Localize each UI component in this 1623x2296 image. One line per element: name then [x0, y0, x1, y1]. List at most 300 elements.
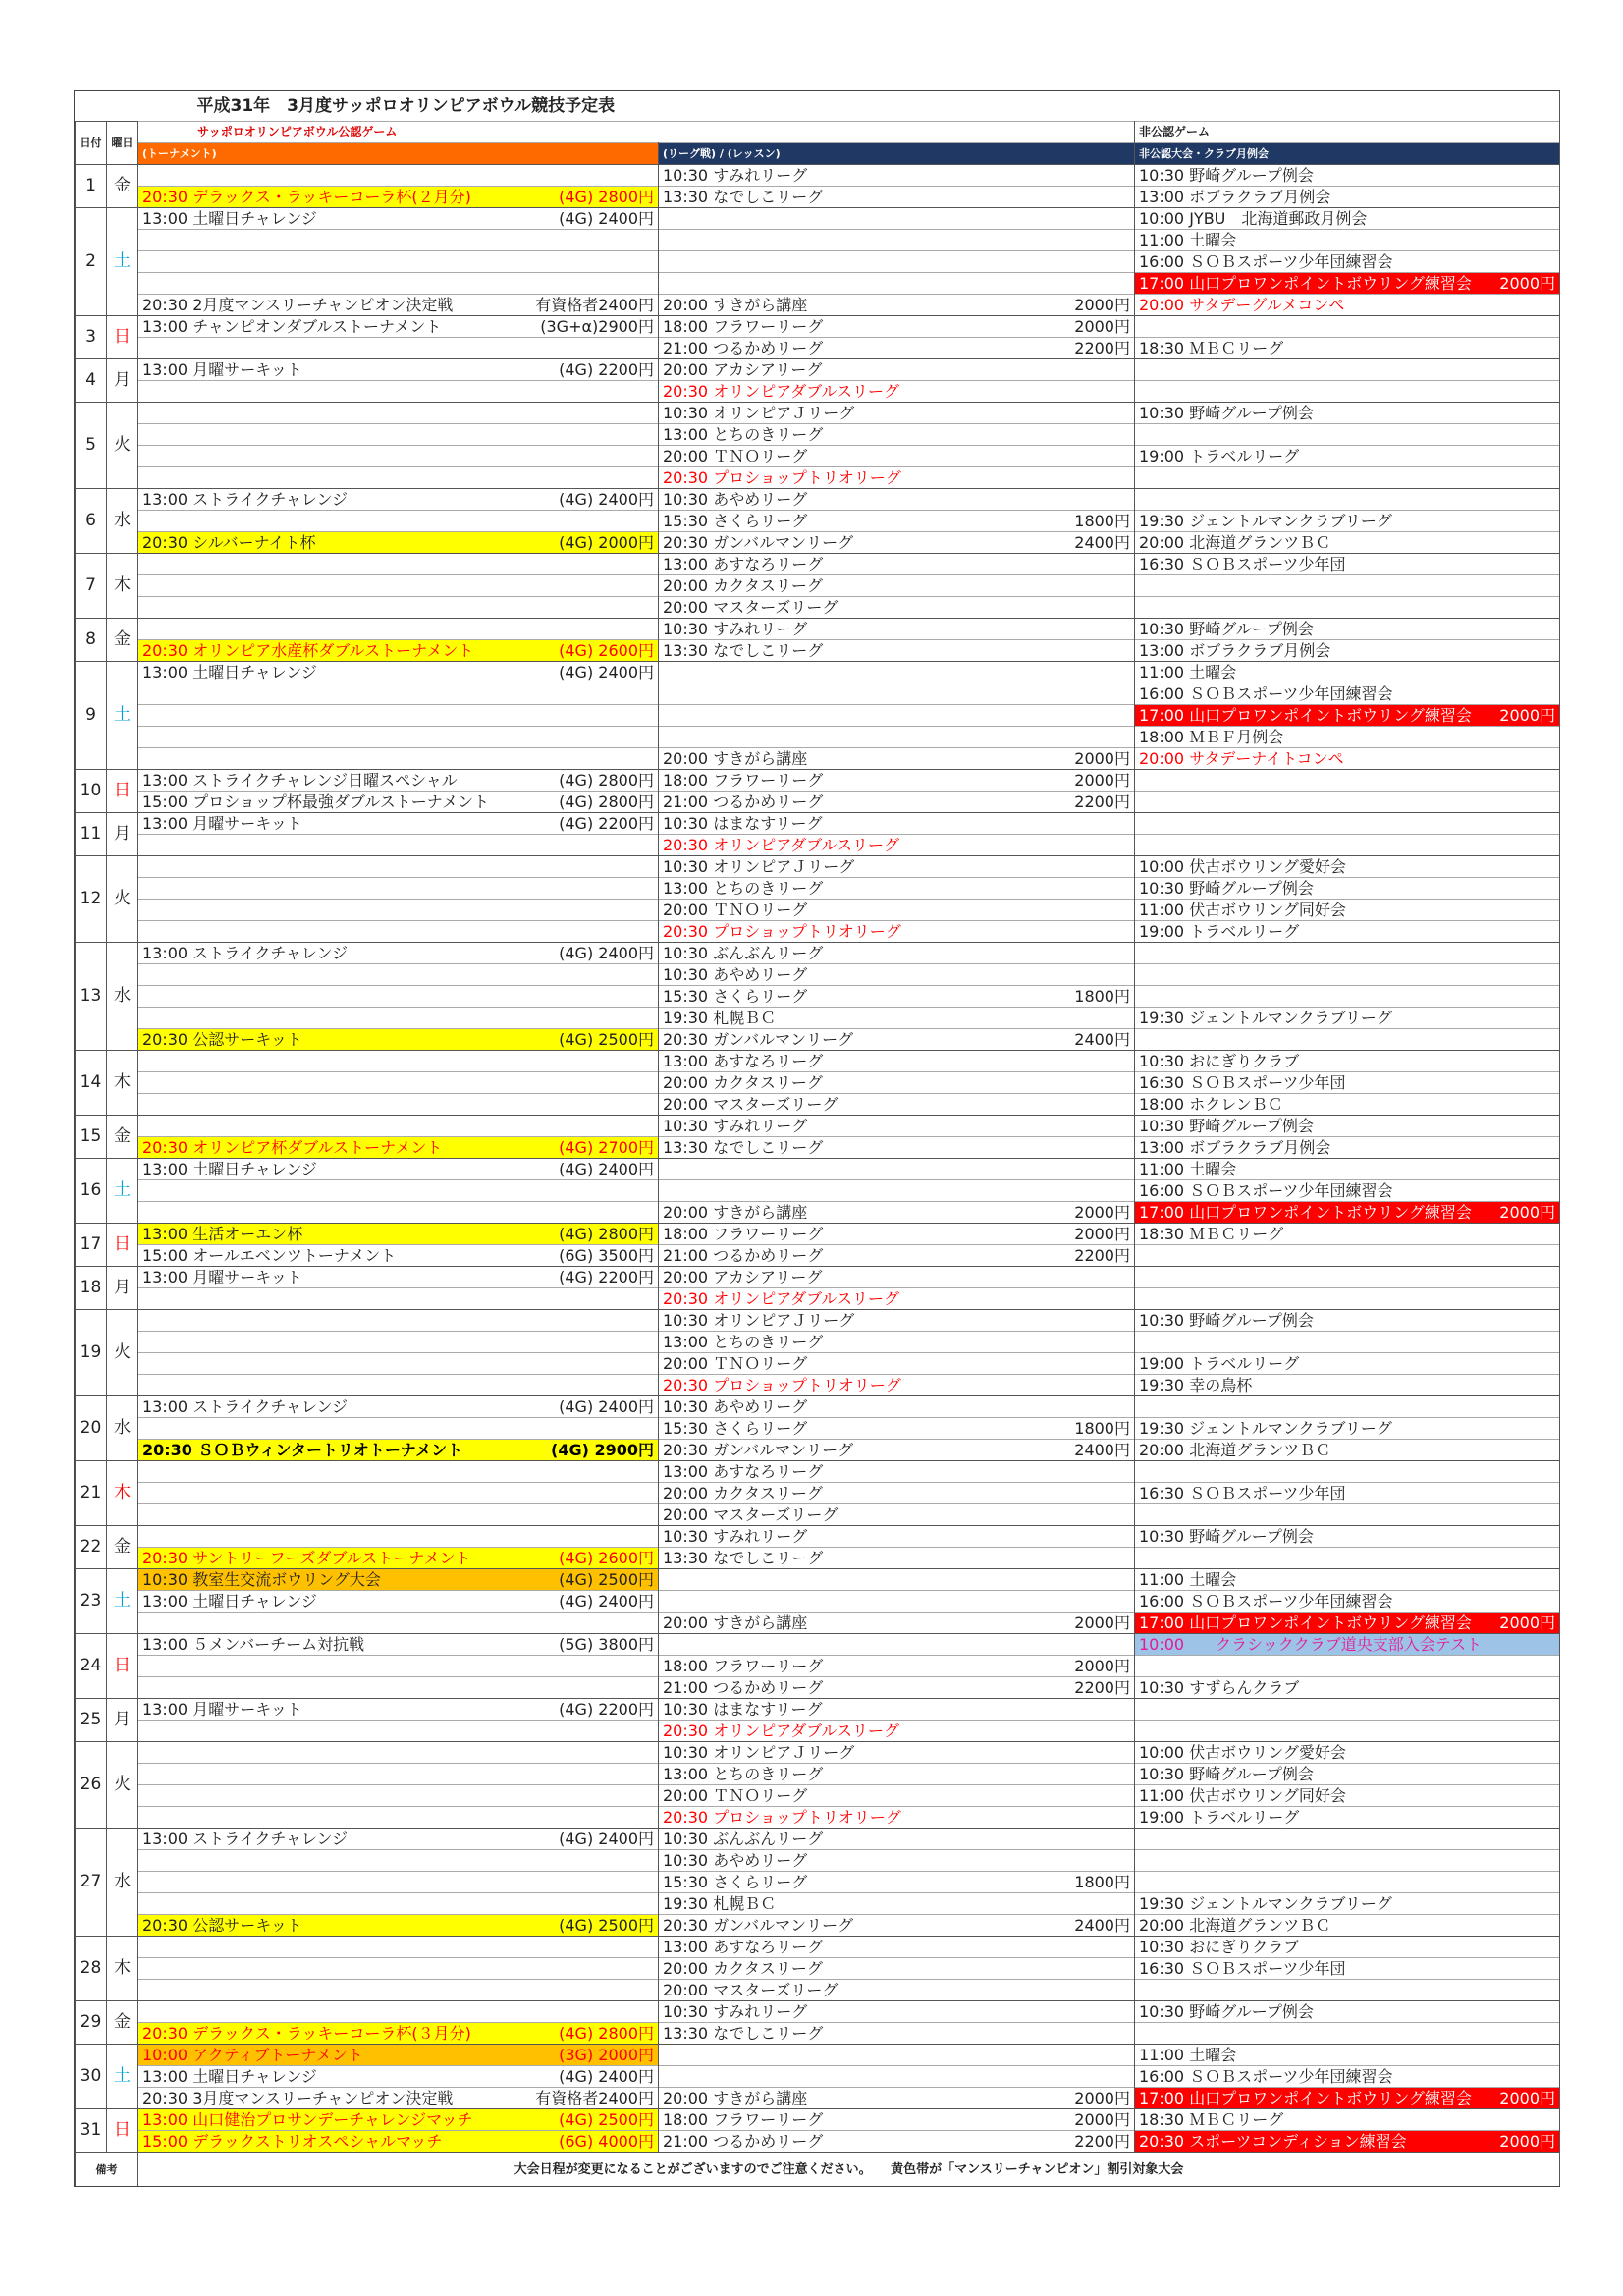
- day-number: 1: [76, 165, 107, 208]
- event-name: 10:30 ぶんぶんリーグ: [663, 944, 824, 962]
- event-fee: (4G) 2800円: [559, 188, 654, 206]
- league-cell: [659, 2045, 1135, 2066]
- day-weekday: 日: [107, 1634, 138, 1699]
- tournament-cell: [138, 403, 659, 424]
- club-cell: [1135, 1094, 1560, 1116]
- unsanctioned-header: 非公認ゲーム: [1135, 122, 1560, 143]
- table-row: [76, 683, 1560, 705]
- tournament-cell: [138, 273, 659, 295]
- league-cell: [659, 2088, 1135, 2109]
- event-name: 11:00 土曜会: [1139, 2046, 1237, 2064]
- table-row: [76, 273, 1560, 295]
- event-name: 10:30 ぶんぶんリーグ: [663, 1830, 824, 1848]
- event-fee: (4G) 2400円: [559, 663, 654, 682]
- table-row: [76, 511, 1560, 532]
- event-name: 20:00 カクタスリーグ: [663, 576, 823, 595]
- table-row: [76, 2066, 1560, 2088]
- notes-label: 備考: [76, 2153, 138, 2187]
- league-cell: [659, 878, 1135, 900]
- club-cell: [1135, 1850, 1560, 1872]
- club-cell: [1135, 1980, 1560, 2001]
- tournament-cell: [138, 1764, 659, 1785]
- league-cell: [659, 1008, 1135, 1029]
- tournament-cell: [138, 1202, 659, 1224]
- club-cell: [1135, 856, 1560, 878]
- club-cell: [1135, 1569, 1560, 1591]
- club-cell: [1135, 748, 1560, 770]
- day-number: 3: [76, 316, 107, 359]
- table-row: [76, 727, 1560, 748]
- club-cell: [1135, 1418, 1560, 1440]
- day-weekday: 木: [107, 1937, 138, 2001]
- event-fee: (4G) 2600円: [559, 1549, 654, 1567]
- tournament-cell: [138, 467, 659, 489]
- club-header: 非公認大会・クラブ月例会: [1135, 143, 1560, 165]
- tournament-cell: [138, 1029, 659, 1051]
- event-name: 10:30 おにぎりクラブ: [1139, 1052, 1300, 1070]
- tournament-cell: [138, 1224, 659, 1245]
- table-row: [76, 662, 1560, 683]
- tournament-cell: [138, 683, 659, 705]
- event-name: 20:00 アカシアリーグ: [663, 1268, 823, 1286]
- event-fee: (4G) 2400円: [559, 944, 654, 962]
- league-cell: [659, 900, 1135, 921]
- event-name: 19:00 トラベルリーグ: [1139, 1354, 1300, 1373]
- event-name: 13:30 なでしこリーグ: [663, 1138, 824, 1157]
- event-name: 10:30 野崎グループ例会: [1139, 1527, 1314, 1546]
- table-row: [76, 1483, 1560, 1504]
- tournament-cell: [138, 316, 659, 338]
- club-cell: [1135, 316, 1560, 338]
- event-fee: 2000円: [1499, 706, 1556, 725]
- table-row: [76, 1353, 1560, 1375]
- club-cell: [1135, 1396, 1560, 1418]
- league-cell: [659, 1807, 1135, 1829]
- title-row: [76, 91, 1560, 122]
- event-name: 21:00 つるかめリーグ: [663, 793, 824, 811]
- club-cell: [1135, 1699, 1560, 1721]
- event-name: 10:00 JYBU 北海道郵政月例会: [1139, 209, 1368, 228]
- event-name: 20:30 ガンバルマンリーグ: [663, 1441, 854, 1459]
- event-name: 20:30 オリンピア杯ダブルストーナメント: [142, 1138, 443, 1157]
- league-cell: [659, 532, 1135, 554]
- league-cell: [659, 1764, 1135, 1785]
- event-name: 13:00 ストライクチャレンジ: [142, 1830, 349, 1848]
- table-row: [76, 1937, 1560, 1958]
- league-cell: [659, 1245, 1135, 1267]
- day-number: 13: [76, 943, 107, 1051]
- event-fee: (4G) 2800円: [559, 2024, 654, 2043]
- event-name: 13:00 土曜日チャレンジ: [142, 2067, 317, 2086]
- league-cell: [659, 165, 1135, 187]
- league-cell: [659, 208, 1135, 230]
- event-fee: (4G) 2800円: [559, 771, 654, 790]
- club-cell: [1135, 1721, 1560, 1742]
- day-number: 11: [76, 813, 107, 856]
- table-row: [76, 1548, 1560, 1569]
- tournament-cell: [138, 1116, 659, 1137]
- table-row: [76, 1504, 1560, 1526]
- event-name: 21:00 つるかめリーグ: [663, 2132, 824, 2151]
- table-row: [76, 1008, 1560, 1029]
- day-weekday: 水: [107, 1829, 138, 1937]
- event-fee: 2200円: [1074, 793, 1130, 811]
- tournament-cell: [138, 1526, 659, 1548]
- tournament-cell: [138, 1656, 659, 1677]
- day-number: 9: [76, 662, 107, 770]
- event-name: 18:00 ＭＢＦ月例会: [1139, 728, 1284, 746]
- event-name: 20:30 サントリーフーズダブルストーナメント: [142, 1549, 471, 1567]
- event-name: 20:30 シルバーナイト杯: [142, 533, 316, 552]
- event-name: 10:30 オリンピアＪリーグ: [663, 404, 855, 422]
- league-cell: [659, 727, 1135, 748]
- club-cell: [1135, 1461, 1560, 1483]
- table-row: [76, 1958, 1560, 1980]
- league-cell: [659, 921, 1135, 943]
- league-cell: [659, 1483, 1135, 1504]
- event-fee: (4G) 2400円: [559, 209, 654, 228]
- table-row: [76, 338, 1560, 359]
- league-cell: [659, 1699, 1135, 1721]
- day-weekday: 金: [107, 165, 138, 208]
- league-cell: [659, 683, 1135, 705]
- event-name: 13:30 なでしこリーグ: [663, 641, 824, 660]
- league-cell: [659, 467, 1135, 489]
- league-cell: [659, 338, 1135, 359]
- club-cell: [1135, 165, 1560, 187]
- event-name: 19:30 札幌ＢＣ: [663, 1009, 777, 1027]
- event-name: 10:30 あやめリーグ: [663, 1397, 808, 1416]
- league-cell: [659, 1656, 1135, 1677]
- event-name: 20:00 マスターズリーグ: [663, 598, 839, 617]
- tournament-cell: [138, 1699, 659, 1721]
- event-name: 20:00 北海道グランツＢＣ: [1139, 1441, 1331, 1459]
- table-row: [76, 1721, 1560, 1742]
- tournament-cell: [138, 1548, 659, 1569]
- event-name: 11:00 土曜会: [1139, 1570, 1237, 1589]
- event-fee: 2400円: [1074, 533, 1130, 552]
- tournament-cell: [138, 662, 659, 683]
- event-name: 13:30 なでしこリーグ: [663, 2024, 824, 2043]
- event-name: 20:00 カクタスリーグ: [663, 1484, 823, 1503]
- day-weekday: 火: [107, 403, 138, 489]
- tournament-cell: [138, 640, 659, 662]
- tournament-cell: [138, 532, 659, 554]
- table-row: [76, 1461, 1560, 1483]
- tournament-cell: [138, 856, 659, 878]
- tournament-cell: [138, 1829, 659, 1850]
- league-cell: [659, 1677, 1135, 1699]
- event-name: 18:00 フラワーリーグ: [663, 771, 824, 790]
- table-row: [76, 1850, 1560, 1872]
- tournament-cell: [138, 1245, 659, 1267]
- tournament-cell: [138, 1288, 659, 1310]
- event-fee: 2000円: [1499, 2089, 1556, 2107]
- day-number: 19: [76, 1310, 107, 1396]
- event-name: 19:00 トラベルリーグ: [1139, 1808, 1300, 1827]
- event-fee: (4G) 2500円: [559, 1916, 654, 1935]
- tournament-cell: [138, 511, 659, 532]
- league-cell: [659, 1094, 1135, 1116]
- event-name: 10:30 オリンピアＪリーグ: [663, 1311, 855, 1330]
- league-cell: [659, 1591, 1135, 1613]
- day-number: 24: [76, 1634, 107, 1699]
- event-name: 10:30 おにぎりクラブ: [1139, 1938, 1300, 1956]
- club-cell: [1135, 964, 1560, 986]
- event-name: 13:00 山口健治プロサンデーチャレンジマッチ: [142, 2110, 473, 2129]
- club-cell: [1135, 1051, 1560, 1072]
- event-name: 13:30 なでしこリーグ: [663, 188, 824, 206]
- event-name: 10:30 野崎グループ例会: [1139, 620, 1314, 638]
- league-cell: [659, 2109, 1135, 2131]
- event-name: 20:30 ガンバルマンリーグ: [663, 1916, 854, 1935]
- table-row: [76, 359, 1560, 381]
- table-row: [76, 1137, 1560, 1159]
- event-name: 20:30 オリンピアダブルスリーグ: [663, 1289, 899, 1308]
- event-name: 10:30 すみれリーグ: [663, 620, 808, 638]
- day-number: 4: [76, 359, 107, 403]
- event-name: 19:30 ジェントルマンクラブリーグ: [1139, 1419, 1392, 1438]
- club-cell: [1135, 1742, 1560, 1764]
- tournament-cell: [138, 835, 659, 856]
- event-name: 18:30 ＭＢＣリーグ: [1139, 1225, 1284, 1243]
- event-name: 16:00 ＳＯＢスポーツ少年団練習会: [1139, 1181, 1393, 1200]
- club-cell: [1135, 1656, 1560, 1677]
- league-cell: [659, 1418, 1135, 1440]
- event-name: 10:30 あやめリーグ: [663, 1851, 808, 1870]
- club-cell: [1135, 1245, 1560, 1267]
- event-fee: (4G) 2200円: [559, 1700, 654, 1719]
- table-row: [76, 964, 1560, 986]
- league-cell: [659, 295, 1135, 316]
- league-cell: [659, 1721, 1135, 1742]
- league-cell: [659, 403, 1135, 424]
- league-cell: [659, 640, 1135, 662]
- event-name: 16:00 ＳＯＢスポーツ少年団練習会: [1139, 684, 1393, 703]
- club-cell: [1135, 1332, 1560, 1353]
- event-name: 20:30 プロショップトリオリーグ: [663, 1808, 901, 1827]
- event-name: 11:00 土曜会: [1139, 231, 1237, 249]
- tournament-cell: [138, 1915, 659, 1937]
- day-number: 20: [76, 1396, 107, 1461]
- event-name: 16:00 ＳＯＢスポーツ少年団練習会: [1139, 2067, 1393, 2086]
- table-row: [76, 900, 1560, 921]
- event-name: 19:30 ジェントルマンクラブリーグ: [1139, 1009, 1392, 1027]
- club-cell: [1135, 251, 1560, 273]
- event-fee: (4G) 2800円: [559, 793, 654, 811]
- club-cell: [1135, 295, 1560, 316]
- event-name: 17:00 山口プロワンポイントボウリング練習会: [1139, 2089, 1472, 2107]
- club-cell: [1135, 835, 1560, 856]
- league-cell: [659, 597, 1135, 619]
- event-name: 13:00 月曜サーキット: [142, 360, 302, 379]
- tournament-cell: [138, 208, 659, 230]
- table-row: [76, 1051, 1560, 1072]
- day-weekday: 金: [107, 1116, 138, 1159]
- day-weekday: 月: [107, 1267, 138, 1310]
- club-cell: [1135, 727, 1560, 748]
- event-fee: (4G) 2200円: [559, 814, 654, 833]
- day-number: 5: [76, 403, 107, 489]
- league-cell: [659, 705, 1135, 727]
- event-fee: (4G) 2000円: [559, 533, 654, 552]
- event-name: 20:30 ガンバルマンリーグ: [663, 533, 854, 552]
- table-row: [76, 1677, 1560, 1699]
- day-weekday: 日: [107, 316, 138, 359]
- event-name: 20:30 デラックス・ラッキーコーラ杯(３月分): [142, 2024, 471, 2043]
- table-row: [76, 1116, 1560, 1137]
- tournament-cell: [138, 554, 659, 575]
- club-cell: [1135, 1526, 1560, 1548]
- table-row: [76, 2045, 1560, 2066]
- club-cell: [1135, 1375, 1560, 1396]
- league-cell: [659, 1224, 1135, 1245]
- event-name: 15:30 さくらリーグ: [663, 1419, 808, 1438]
- event-fee: 有資格者2400円: [535, 296, 654, 314]
- day-weekday: 月: [107, 359, 138, 403]
- date-header: 日付: [76, 122, 107, 165]
- tournament-cell: [138, 359, 659, 381]
- event-fee: (6G) 4000円: [559, 2132, 654, 2151]
- table-row: [76, 770, 1560, 792]
- tournament-cell: [138, 2066, 659, 2088]
- club-cell: [1135, 1180, 1560, 1202]
- table-row: [76, 1180, 1560, 1202]
- day-weekday: 土: [107, 208, 138, 316]
- table-row: [76, 1418, 1560, 1440]
- event-name: 13:00 チャンピオンダブルストーナメント: [142, 317, 442, 336]
- league-cell: [659, 2023, 1135, 2045]
- club-cell: [1135, 187, 1560, 208]
- event-fee: (4G) 2500円: [559, 1570, 654, 1589]
- league-cell: [659, 835, 1135, 856]
- day-weekday: 土: [107, 662, 138, 770]
- league-cell: [659, 2001, 1135, 2023]
- day-number: 15: [76, 1116, 107, 1159]
- table-row: [76, 1094, 1560, 1116]
- tournament-cell: [138, 424, 659, 446]
- event-name: 10:30 野崎グループ例会: [1139, 404, 1314, 422]
- event-name: 15:30 さくらリーグ: [663, 512, 808, 530]
- event-name: 20:00 マスターズリーグ: [663, 1095, 839, 1114]
- table-row: [76, 1245, 1560, 1267]
- tournament-cell: [138, 1332, 659, 1353]
- club-cell: [1135, 1288, 1560, 1310]
- league-cell: [659, 619, 1135, 640]
- event-name: 20:30 スポーツコンディション練習会: [1139, 2132, 1407, 2151]
- table-row: [76, 575, 1560, 597]
- club-cell: [1135, 2109, 1560, 2131]
- event-name: 20:30 プロショップトリオリーグ: [663, 922, 901, 941]
- tournament-cell: [138, 597, 659, 619]
- league-cell: [659, 1332, 1135, 1353]
- club-cell: [1135, 792, 1560, 813]
- club-cell: [1135, 943, 1560, 964]
- event-fee: (4G) 2400円: [559, 1592, 654, 1611]
- club-cell: [1135, 1807, 1560, 1829]
- league-cell: [659, 511, 1135, 532]
- event-name: 20:00 サタデーナイトコンペ: [1139, 749, 1344, 768]
- event-name: 20:00 すきがら講座: [663, 1203, 808, 1222]
- table-row: [76, 403, 1560, 424]
- event-name: 18:30 ＭＢＣリーグ: [1139, 2110, 1284, 2129]
- event-fee: 2200円: [1074, 1246, 1130, 1265]
- day-number: 8: [76, 619, 107, 662]
- league-cell: [659, 424, 1135, 446]
- table-row: [76, 1613, 1560, 1634]
- event-name: 13:30 なでしこリーグ: [663, 1549, 824, 1567]
- table-row: [76, 316, 1560, 338]
- table-row: [76, 489, 1560, 511]
- event-fee: 1800円: [1074, 987, 1130, 1006]
- event-name: 10:30 はまなすリーグ: [663, 814, 823, 833]
- tournament-cell: [138, 230, 659, 251]
- league-cell: [659, 964, 1135, 986]
- league-cell: [659, 230, 1135, 251]
- event-name: 10:30 野崎グループ例会: [1139, 1311, 1314, 1330]
- tournament-cell: [138, 1418, 659, 1440]
- league-cell: [659, 251, 1135, 273]
- club-cell: [1135, 986, 1560, 1008]
- tournament-cell: [138, 748, 659, 770]
- event-name: 13:00 あすなろリーグ: [663, 1052, 824, 1070]
- table-row: [76, 1807, 1560, 1829]
- club-cell: [1135, 403, 1560, 424]
- event-name: 20:00 アカシアリーグ: [663, 360, 823, 379]
- table-row: [76, 2001, 1560, 2023]
- tournament-cell: [138, 295, 659, 316]
- table-row: [76, 1829, 1560, 1850]
- league-cell: [659, 381, 1135, 403]
- league-cell: [659, 792, 1135, 813]
- event-name: 18:00 フラワーリーグ: [663, 317, 824, 336]
- day-number: 21: [76, 1461, 107, 1526]
- club-cell: [1135, 381, 1560, 403]
- schedule-table: [75, 91, 1560, 2186]
- event-name: 10:30 すみれリーグ: [663, 166, 808, 185]
- event-name: 13:00 とちのきリーグ: [663, 879, 824, 898]
- event-fee: (6G) 3500円: [559, 1246, 654, 1265]
- league-header: (リーグ戦) / (レッスン): [659, 143, 1135, 165]
- day-weekday: 月: [107, 813, 138, 856]
- table-row: [76, 381, 1560, 403]
- tournament-cell: [138, 1353, 659, 1375]
- event-fee: 1800円: [1074, 1419, 1130, 1438]
- tournament-cell: [138, 1137, 659, 1159]
- table-row: [76, 705, 1560, 727]
- event-name: 10:30 野崎グループ例会: [1139, 1765, 1314, 1783]
- table-row: [76, 1526, 1560, 1548]
- club-cell: [1135, 532, 1560, 554]
- tournament-cell: [138, 1504, 659, 1526]
- table-row: [76, 251, 1560, 273]
- event-fee: 2000円: [1499, 274, 1556, 293]
- club-cell: [1135, 2001, 1560, 2023]
- club-cell: [1135, 1591, 1560, 1613]
- tournament-cell: [138, 2001, 659, 2023]
- event-name: 15:00 デラックストリオスペシャルマッチ: [142, 2132, 443, 2151]
- notes-row: [76, 2153, 1560, 2187]
- tournament-cell: [138, 1850, 659, 1872]
- club-cell: [1135, 338, 1560, 359]
- club-cell: [1135, 554, 1560, 575]
- event-name: 20:30 プロショップトリオリーグ: [663, 1376, 901, 1394]
- day-number: 23: [76, 1569, 107, 1634]
- tournament-cell: [138, 575, 659, 597]
- table-row: [76, 1569, 1560, 1591]
- event-name: 10:30 あやめリーグ: [663, 490, 808, 509]
- event-fee: 2000円: [1499, 2132, 1556, 2151]
